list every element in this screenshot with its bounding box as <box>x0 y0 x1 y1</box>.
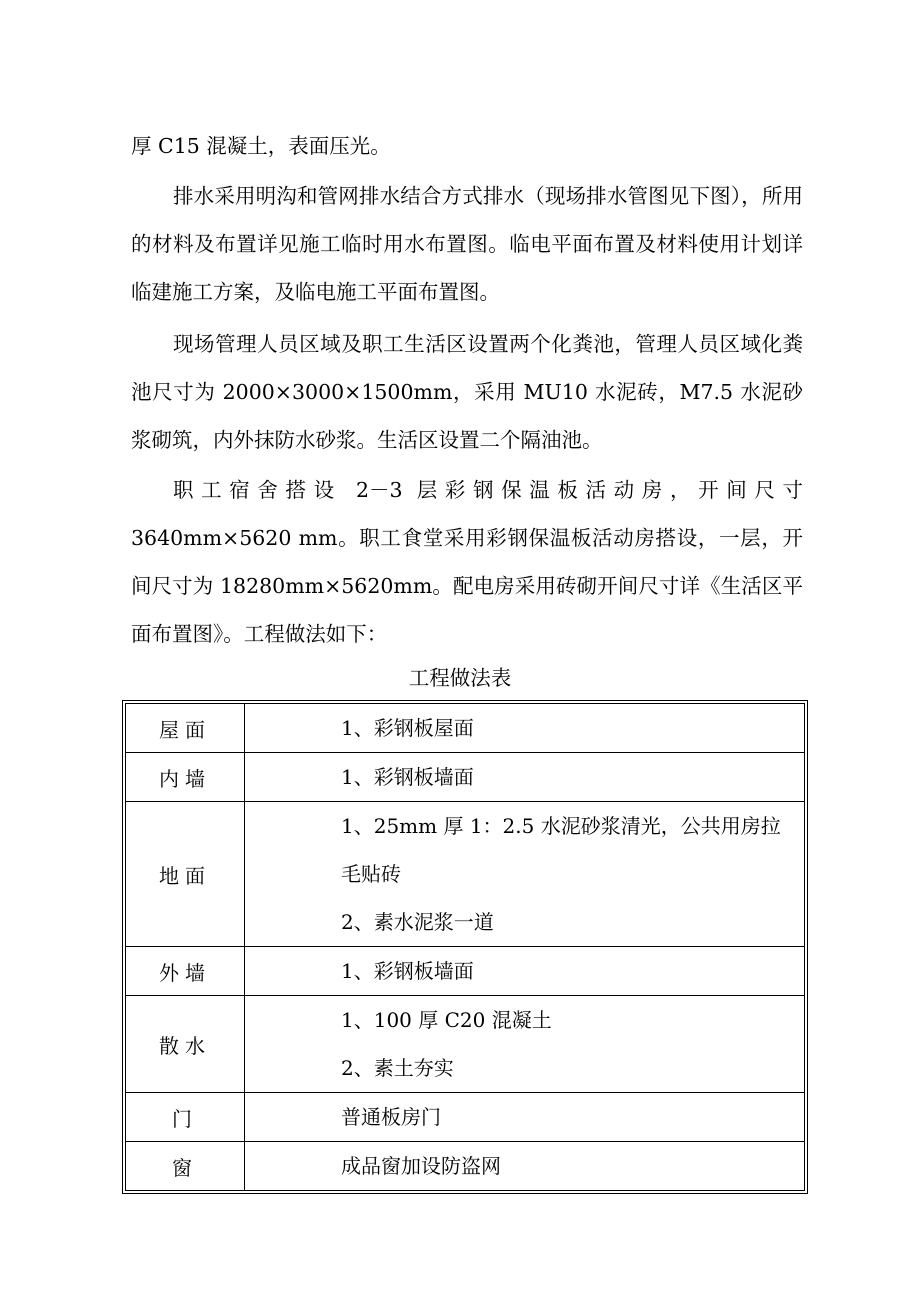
row-label: 外墙 <box>126 947 245 996</box>
content-line: 1、彩钢板屋面 <box>341 716 474 740</box>
table-row <box>126 1093 805 1142</box>
row-content <box>245 802 805 947</box>
table-row <box>126 1142 805 1191</box>
table-row <box>126 753 805 802</box>
table-row <box>126 704 805 753</box>
row-content <box>245 996 805 1093</box>
row-content <box>245 753 805 802</box>
row-label: 地面 <box>126 802 245 947</box>
content-line: 1、100 厚 C20 混凝土 <box>341 1008 552 1032</box>
paragraph-dormitory: 职工宿舍搭设 2－3 层彩钢保温板活动房，开间尺寸 3640mm×5620 mm。职工食堂采用彩钢保温板活动房搭设，一层，开间尺寸为 18280mm×5620mm。配电房采用砖砌开间尺寸详《生活区平面布置图》。工程做法如下： <box>131 478 803 646</box>
row-content <box>245 947 805 996</box>
content-line: 成品窗加设防盗网 <box>341 1154 501 1178</box>
content-line: 2、素水泥浆一道 <box>341 910 494 934</box>
row-content <box>245 704 805 753</box>
construction-method-table-frame <box>122 700 808 1194</box>
content-line: 普通板房门 <box>341 1105 441 1129</box>
content-line: 1、25mm 厚 1：2.5 水泥砂浆清光，公共用房拉毛贴砖 <box>341 814 781 886</box>
content-line: 1、彩钢板墙面 <box>341 959 474 983</box>
paragraph-drainage: 排水采用明沟和管网排水结合方式排水（现场排水管图见下图），所用的材料及布置详见施工临时用水布置图。临电平面布置及材料使用计划详临建施工方案，及临电施工平面布置图。 <box>131 184 803 304</box>
content-line: 2、素土夯实 <box>341 1056 454 1080</box>
table-row <box>126 802 805 947</box>
paragraph-septic-tank: 现场管理人员区域及职工生活区设置两个化粪池，管理人员区域化粪池尺寸为 2000×3000×1500mm，采用 MU10 水泥砖，M7.5 水泥砂浆砌筑，内外抹防水砂浆。生活区设置二个隔油池。 <box>131 332 803 452</box>
row-label: 内墙 <box>126 753 245 802</box>
row-label: 窗 <box>126 1142 245 1191</box>
table-row <box>126 996 805 1093</box>
row-label: 屋面 <box>126 704 245 753</box>
paragraph-concrete: 厚 C15 混凝土，表面压光。 <box>131 134 391 158</box>
row-label: 门 <box>126 1093 245 1142</box>
table-row <box>126 947 805 996</box>
row-content <box>245 1142 805 1191</box>
content-line: 1、彩钢板墙面 <box>341 765 474 789</box>
table-caption: 工程做法表 <box>408 666 512 690</box>
construction-method-table <box>125 703 805 1191</box>
row-content <box>245 1093 805 1142</box>
row-label: 散水 <box>126 996 245 1093</box>
